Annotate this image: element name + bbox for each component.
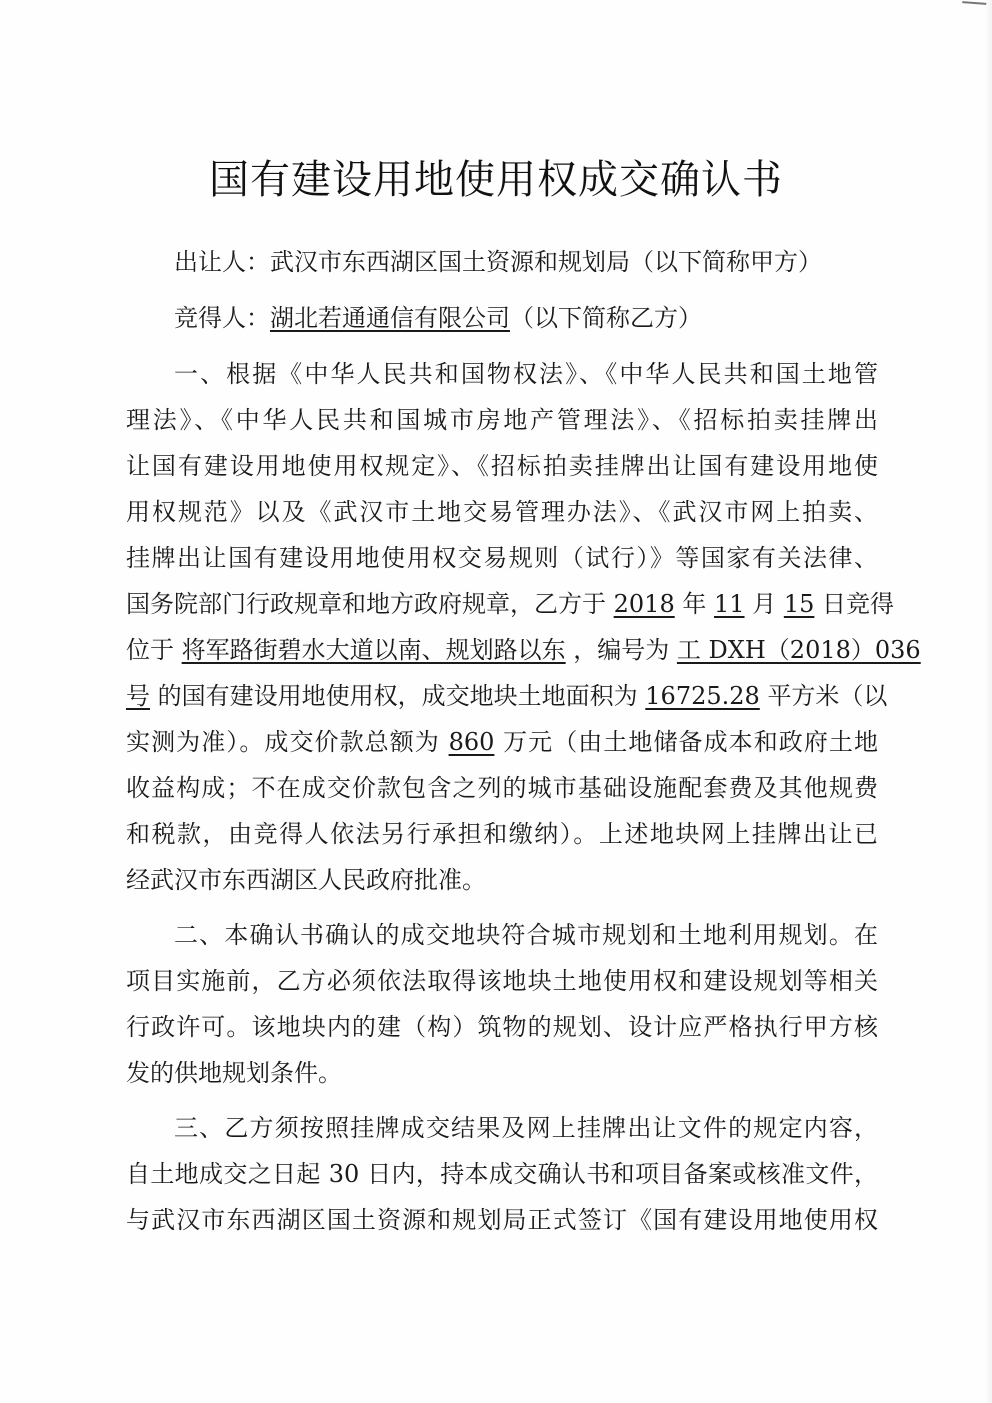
clause3-line1: 三、乙方须按照挂牌成交结果及网上挂牌出让文件的规定内容， [174, 1114, 878, 1142]
clause1-line2: 理法》、《中华人民共和国城市房地产管理法》、《招标拍卖挂牌出 [126, 406, 878, 434]
scan-corner-mark [962, 1, 987, 13]
bidder-name: 湖北若通通信有限公司 [270, 304, 510, 332]
clause2-line2: 项目实施前，乙方必须依法取得该地块土地使用权和建设规划等相关 [126, 967, 878, 995]
clause1-text: 国务院部门行政规章和地方政府规章，乙方于 [126, 590, 606, 618]
year-unit: 年 [682, 590, 707, 618]
clause1-line8 [126, 679, 888, 713]
transferor-line [174, 245, 822, 279]
clause3-line3: 与武汉市东西湖区国土资源和规划局正式签订《国有建设用地使用权 [126, 1206, 878, 1234]
transferor-value: 武汉市东西湖区国土资源和规划局（以下简称甲方） [270, 248, 822, 276]
clause2-line1: 二、本确认书确认的成交地块符合城市规划和土地利用规划。在 [174, 921, 878, 949]
clause1-text: ，编号为 [573, 636, 670, 664]
clause2-line4: 发的供地规划条件。 [126, 1059, 342, 1087]
scan-edge [984, 0, 992, 1403]
parcel-location: 将军路街碧水大道以南、规划路以东 [181, 636, 566, 664]
clause1-line4: 用权规范》以及《武汉市土地交易管理办法》、《武汉市网上拍卖、 [126, 498, 878, 526]
clause1-line3: 让国有建设用地使用权规定》、《招标拍卖挂牌出让国有建设用地使 [126, 452, 878, 480]
clause3-line2: 自土地成交之日起 30 日内，持本成交确认书和项目备案或核准文件， [126, 1160, 878, 1188]
clause1-line9 [126, 725, 878, 759]
clause1-line6 [126, 587, 895, 621]
month-unit: 月 [752, 590, 777, 618]
clause1-text: 实测为准）。成交价款总额为 [126, 728, 440, 756]
clause1-text: 平方米（以 [767, 682, 888, 710]
bidder-suffix: （以下简称乙方） [510, 304, 702, 332]
clause1-text: 万元（由土地储备成本和政府土地 [503, 728, 878, 756]
clause1-text: 位于 [126, 636, 174, 664]
clause1-line11: 和税款，由竞得人依法另行承担和缴纳）。上述地块网上挂牌出让已 [126, 820, 878, 848]
document-title: 国有建设用地使用权成交确认书 [209, 157, 783, 203]
parcel-area: 16725.28 [645, 682, 760, 710]
deal-day: 15 [783, 590, 815, 618]
clause2-line3: 行政许可。该地块内的建（构）筑物的规划、设计应严格执行甲方核 [126, 1013, 878, 1041]
deal-price: 860 [448, 728, 495, 756]
parcel-number: 工 DXH（2018）036 [676, 636, 921, 664]
day-unit: 日竞得 [822, 590, 895, 618]
clause1-line10: 收益构成；不在成交价款包含之列的城市基础设施配套费及其他规费 [126, 774, 878, 802]
clause1-line5: 挂牌出让国有建设用地使用权交易规则（试行）》等国家有关法律、 [126, 544, 878, 572]
parcel-number-suffix: 号 [126, 682, 150, 710]
clause1-line12: 经武汉市东西湖区人民政府批准。 [126, 866, 486, 894]
bidder-line [174, 301, 702, 335]
clause1-line7 [126, 633, 921, 667]
deal-year: 2018 [613, 590, 675, 618]
clause1-line1: 一、根据《中华人民共和国物权法》、《中华人民共和国土地管 [174, 360, 878, 388]
clause1-text: 的国有建设用地使用权，成交地块土地面积为 [157, 682, 638, 710]
deal-month: 11 [714, 590, 745, 618]
transferor-label: 出让人： [174, 248, 270, 276]
bidder-label: 竞得人： [174, 304, 270, 332]
